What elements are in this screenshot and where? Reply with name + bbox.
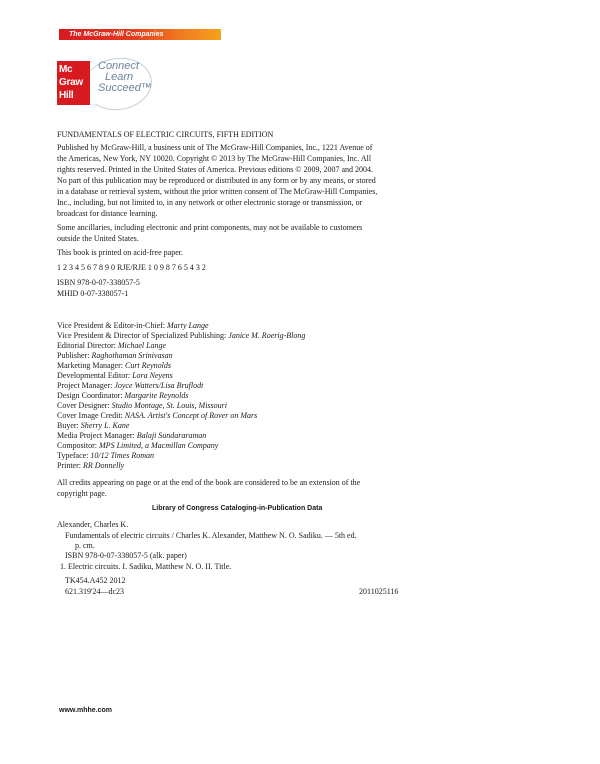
tagline-succeed: Succeed™ bbox=[98, 82, 152, 94]
mhid: MHID 0-07-338057-1 bbox=[57, 289, 129, 298]
tagline-connect: Connect bbox=[98, 60, 139, 72]
credit-line: Cover Image Credit: NASA. Artist's Concept of Rover on Mars bbox=[57, 411, 258, 420]
credit-line: Media Project Manager: Balaji Sundararaman bbox=[57, 431, 207, 440]
website-link[interactable]: www.mhhe.com bbox=[59, 707, 113, 714]
credit-line: Buyer: Sherry L. Kane bbox=[57, 421, 130, 430]
credit-line: Editorial Director: Michael Lange bbox=[57, 341, 167, 350]
credit-line: Cover Designer: Studio Montage, St. Louis, Missouri bbox=[57, 401, 227, 410]
credit-line: Vice President & Director of Specialized Publishing: Janice M. Roerig-Blong bbox=[57, 331, 306, 340]
logo-line-2: Graw bbox=[59, 77, 83, 88]
cip-isbn: ISBN 978-0-07-338057-5 (alk. paper) bbox=[65, 551, 187, 560]
cip-heading: Library of Congress Cataloging-in-Publication Data bbox=[152, 505, 323, 512]
credit-line: Typeface: 10/12 Times Roman bbox=[57, 451, 154, 460]
cip-pages: p. cm. bbox=[75, 541, 95, 550]
ancillaries-line-1: Some ancillaries, including electronic and print components, may not be available to customers bbox=[57, 223, 363, 232]
credit-line: Developmental Editor: Lora Neyens bbox=[57, 371, 173, 380]
cip-author: Alexander, Charles K. bbox=[57, 520, 129, 529]
credit-line: Project Manager: Joyce Watters/Lisa Bruflodt bbox=[57, 381, 204, 390]
publisher-banner bbox=[59, 29, 221, 40]
acid-free-note: This book is printed on acid-free paper. bbox=[57, 248, 183, 257]
published-line-6: Inc., including, but not limited to, in any network or other electronic storage or transmission, or bbox=[57, 198, 363, 207]
credit-line: Publisher: Raghothaman Srinivasan bbox=[57, 351, 173, 360]
published-line-1: Published by McGraw-Hill, a business unit of The McGraw-Hill Companies, Inc., 1221 Avenue of bbox=[57, 143, 373, 152]
published-line-5: in a database or retrieval system, without the prior written consent of The McGraw-Hill Companies, bbox=[57, 187, 378, 196]
published-line-4: No part of this publication may be reproduced or distributed in any form or by any means, or stored bbox=[57, 176, 376, 185]
cip-lccn: 2011025116 bbox=[359, 587, 399, 596]
cip-call-number: TK454.A452 2012 bbox=[65, 576, 126, 585]
cip-title: Fundamentals of electric circuits / Charles K. Alexander, Matthew N. O. Sadiku. — 5th ed. bbox=[65, 531, 357, 540]
published-line-7: broadcast for distance learning. bbox=[57, 209, 158, 218]
logo-line-3: Hill bbox=[59, 90, 74, 101]
publisher-banner-text: The McGraw-Hill Companies bbox=[69, 31, 164, 38]
cip-subjects: 1. Electric circuits. I. Sadiku, Matthew N. O. II. Title. bbox=[60, 562, 232, 571]
credit-line: Marketing Manager: Curt Reynolds bbox=[57, 361, 171, 370]
published-line-3: rights reserved. Printed in the United States of America. Previous editions © 2009, 2007 and 2004. bbox=[57, 165, 374, 174]
book-title: FUNDAMENTALS OF ELECTRIC CIRCUITS, FIFTH EDITION bbox=[57, 130, 274, 139]
logo-line-1: Mc bbox=[59, 64, 73, 75]
credits-note-line-1: All credits appearing on page or at the end of the book are considered to be an extension of the bbox=[57, 478, 361, 487]
credit-line: Design Coordinator: Margarite Reynolds bbox=[57, 391, 189, 400]
tagline-learn: Learn bbox=[105, 71, 134, 83]
credit-line: Vice President & Editor-in-Chief: Marty Lange bbox=[57, 321, 209, 330]
print-line: 1 2 3 4 5 6 7 8 9 0 RJE/RJE 1 0 9 8 7 6 5 4 3 2 bbox=[57, 263, 206, 272]
cip-dewey: 621.319'24—dc23 bbox=[65, 587, 124, 596]
ancillaries-line-2: outside the United States. bbox=[57, 234, 139, 243]
credits-note-line-2: copyright page. bbox=[57, 489, 107, 498]
isbn: ISBN 978-0-07-338057-5 bbox=[57, 278, 140, 287]
credit-line: Compositor: MPS Limited, a Macmillan Company bbox=[57, 441, 219, 450]
credit-line: Printer: RR Donnelly bbox=[57, 461, 125, 470]
published-line-2: the Americas, New York, NY 10020. Copyright © 2013 by The McGraw-Hill Companies, Inc. All bbox=[57, 154, 372, 163]
